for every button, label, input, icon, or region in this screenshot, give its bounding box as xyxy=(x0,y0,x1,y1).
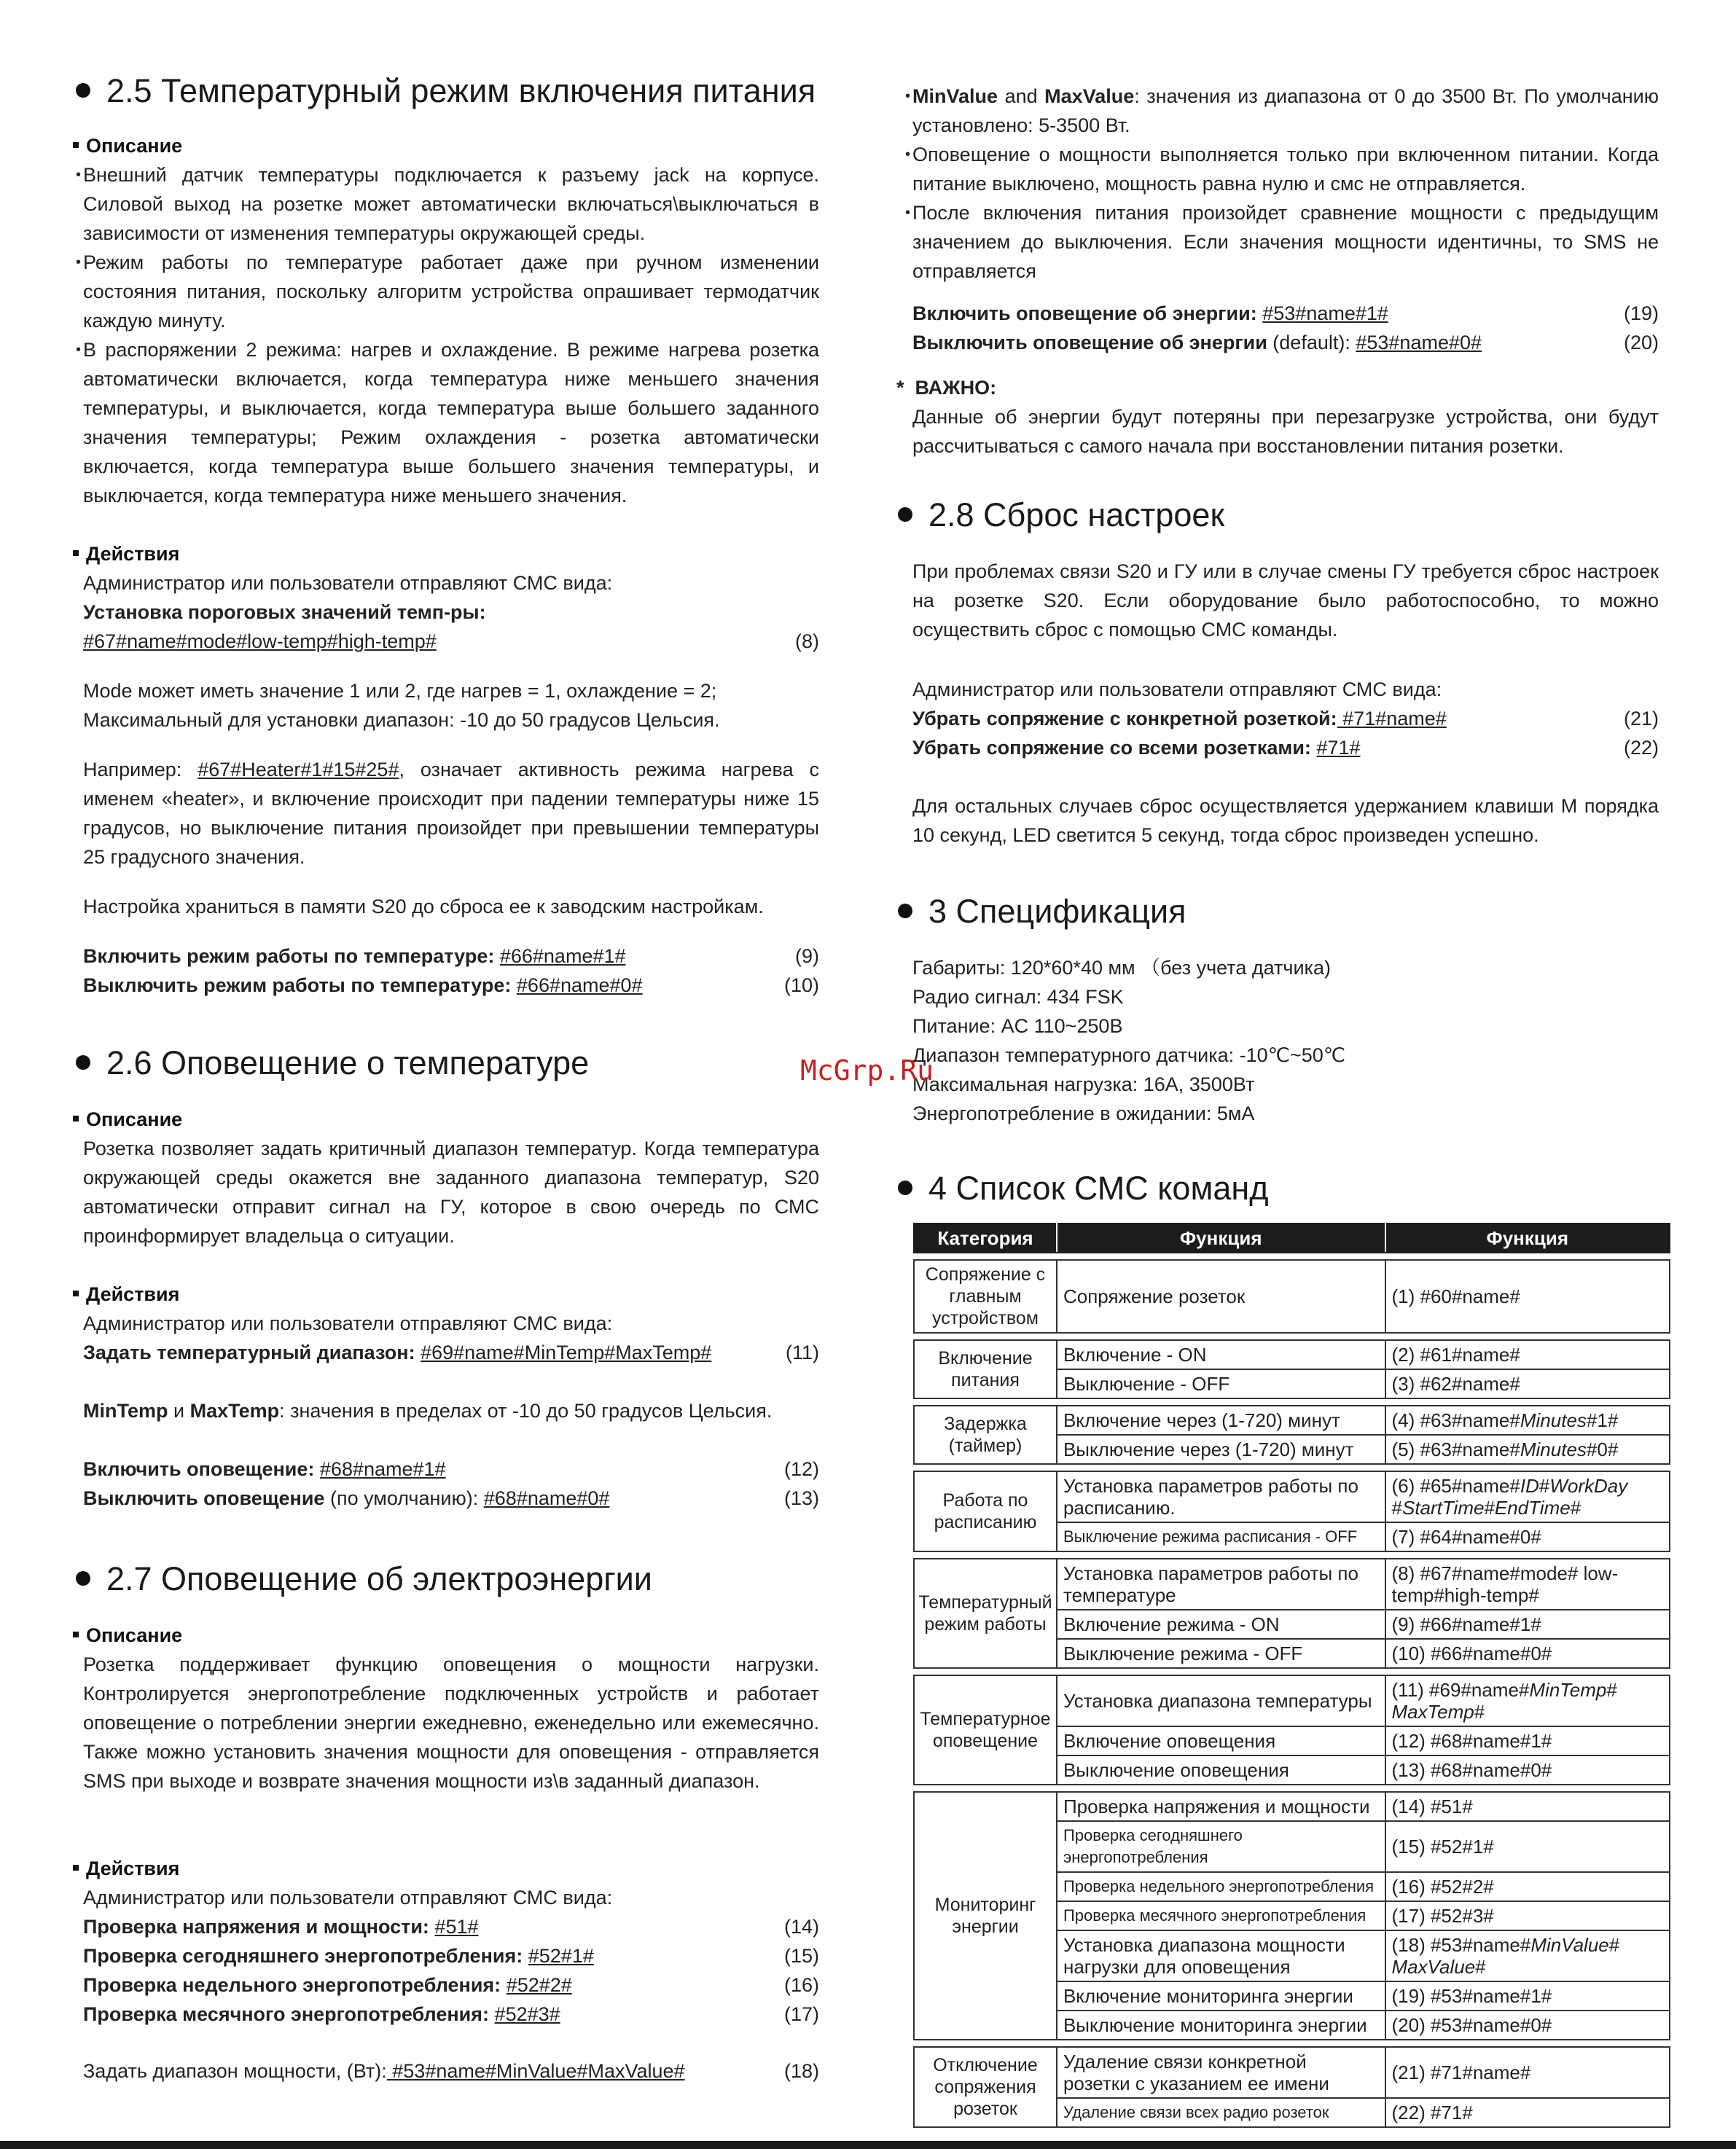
s26-actions-title: Действия xyxy=(73,1281,179,1307)
table-spacer xyxy=(914,1398,1670,1406)
command-cell: (19) #53#name#1# xyxy=(1385,1981,1670,2011)
header-function: Функция xyxy=(1057,1224,1385,1253)
s27-cmd-14: Проверка напряжения и мощности: #51# (14) xyxy=(83,1916,819,1938)
s28-unpair-one: Убрать сопряжение с конкретной розеткой: #71#name# (21) xyxy=(912,708,1659,729)
s25-off-line: Выключить режим работы по температуре: #66#name#0# (10) xyxy=(83,974,819,996)
command-cell: (1) #60#name# xyxy=(1385,1260,1670,1333)
s26-notify-on: Включить оповещение: #68#name#1# (12) xyxy=(83,1458,819,1480)
table-spacer xyxy=(914,1551,1670,1559)
function-cell: Проверка напряжения и мощности xyxy=(1057,1792,1385,1821)
function-cell: Выключение мониторинга энергии xyxy=(1057,2011,1385,2040)
command-cell: (5) #63#name#Minutes#0# xyxy=(1385,1435,1670,1464)
s27-range-line: Задать диапазон мощности, (Вт): #53#name#MinValue#MaxValue# (18) xyxy=(83,2060,819,2082)
function-cell: Установка диапазона температуры xyxy=(1057,1675,1385,1726)
category-cell: Задержка (таймер) xyxy=(914,1406,1057,1464)
function-cell: Установка параметров работы по расписанию. xyxy=(1057,1471,1385,1522)
table-spacer xyxy=(914,1785,1670,1792)
command-cell: (18) #53#name#MinValue# MaxValue# xyxy=(1385,1930,1670,1981)
important-text: Данные об энергии будут потеряны при перезагрузке устройства, они будут рассчитываться с самого начала при восстановлении питания розетки. xyxy=(912,406,1659,457)
s25-storage-note: Настройка храниться в памяти S20 до сброса ее к заводским настройкам. xyxy=(83,896,764,917)
command-cell: (17) #52#3# xyxy=(1385,1901,1670,1930)
table-row xyxy=(914,1260,1670,1333)
s27-right-bullet-3: • После включения питания произойдет сравнение мощности с предыдущим значением до выключения. Если значения мощности идентичны, то SMS не отправляется xyxy=(905,202,1659,282)
s26-actions-intro: Администратор или пользователи отправляют СМС вида: xyxy=(83,1312,613,1334)
table-row xyxy=(914,1471,1670,1522)
command-cell: (10) #66#name#0# xyxy=(1385,1639,1670,1668)
section-3-heading: 3 Спецификация xyxy=(898,892,1186,931)
s25-bullet-2: • Режим работы по температуре работает даже при ручном изменении состояния питания, поскольку алгоритм устройства опрашивает термодатчик каждую минуту. xyxy=(76,251,819,332)
function-cell: Выключение - OFF xyxy=(1057,1369,1385,1398)
function-cell: Выключение режима расписания - OFF xyxy=(1057,1522,1385,1551)
category-cell: Мониторинг энергии xyxy=(914,1792,1057,2040)
spec-line: Диапазон температурного датчика: -10℃~50℃ xyxy=(912,1044,1346,1066)
s26-desc-title: Описание xyxy=(73,1106,182,1132)
function-cell: Включение оповещения xyxy=(1057,1726,1385,1755)
command-cell: (11) #69#name#MinTemp# MaxTemp# xyxy=(1385,1675,1670,1726)
s25-bullet-3: • В распоряжении 2 режима: нагрев и охлаждение. В режиме нагрева розетка автоматически включается, когда температура ниже меньшего значения температуры, и выключается, когда температура выше большего заданного значения температуры; Режим охлаждения - розетка автоматически включается, когда температура выше большего значения температуры, и выключается, когда температура ниже меньшего значения. xyxy=(76,339,819,506)
function-cell: Установка диапазона мощности нагрузки для оповещения xyxy=(1057,1930,1385,1981)
s28-p2: Для остальных случаев сброс осуществляется удержанием клавиши M порядка 10 секунд, LED светится 5 секунд, тогда сброс произведен успешно. xyxy=(912,795,1659,846)
function-cell: Проверка сегодняшнего энергопотребления xyxy=(1057,1821,1385,1872)
function-cell: Установка параметров работы по температуре xyxy=(1057,1559,1385,1610)
table-row xyxy=(914,1675,1670,1726)
table-row xyxy=(914,1406,1670,1435)
s27-energy-on: Включить оповещение об энергии: #53#name#1# (19) xyxy=(912,302,1659,324)
table-row xyxy=(914,1792,1670,1821)
function-cell: Включение мониторинга энергии xyxy=(1057,1981,1385,2011)
spec-line: Питание: AC 110~250В xyxy=(912,1015,1123,1037)
category-cell: Включение питания xyxy=(914,1340,1057,1398)
command-cell: (8) #67#name#mode# low-temp#high-temp# xyxy=(1385,1559,1670,1610)
s26-minmax-note: MinTemp и MaxTemp: значения в пределах от -10 до 50 градусов Цельсия. xyxy=(83,1400,773,1422)
s27-cmd-16: Проверка недельного энергопотребления: #52#2# (16) xyxy=(83,1974,819,1996)
spec-line: Максимальная нагрузка: 16A, 3500Вт xyxy=(912,1073,1255,1095)
command-cell: (9) #66#name#1# xyxy=(1385,1610,1670,1639)
header-category: Категория xyxy=(914,1224,1057,1253)
sms-command-table xyxy=(913,1223,1670,2128)
s25-mode-p2: Максимальный для установки диапазон: -10 до 50 градусов Цельсия. xyxy=(83,709,720,731)
section-2-5-heading: 2.5 Температурный режим включения питания xyxy=(76,71,816,111)
command-cell: (21) #71#name# xyxy=(1385,2047,1670,2098)
function-cell: Включение - ON xyxy=(1057,1340,1385,1369)
function-cell: Включение через (1-720) минут xyxy=(1057,1406,1385,1435)
command-cell: (14) #51# xyxy=(1385,1792,1670,1821)
function-cell: Удаление связи конкретной розетки с указанием ее имени xyxy=(1057,2047,1385,2098)
table-row xyxy=(914,1559,1670,1610)
category-cell: Отключение сопряжения розеток xyxy=(914,2047,1057,2127)
s25-mode-p1: Mode может иметь значение 1 или 2, где нагрев = 1, охлаждение = 2; xyxy=(83,680,717,702)
command-cell: (3) #62#name# xyxy=(1385,1369,1670,1398)
s27-desc: Розетка поддерживает функцию оповещения о мощности нагрузки. Контролируется энергопотребление подключенных устройств и работает оповещение о потреблении энергии ежедневно, еженедельно или ежемесячно. Также можно установить значения мощности для оповещения - отправляется SMS при выходе и возврате значения мощности из\в заданный диапазон. xyxy=(83,1653,819,1792)
s26-desc: Розетка позволяет задать критичный диапазон температур. Когда температура окружающей среды окажется вне заданного диапазона температур, S20 автоматически отправит сигнал на ГУ, которое в свою очередь по СМС проинформирует владельца о ситуации. xyxy=(83,1138,819,1247)
category-cell: Температурный режим работы xyxy=(914,1559,1057,1668)
watermark: McGrp.Ru xyxy=(800,1054,934,1087)
s25-on-line: Включить режим работы по температуре: #66#name#1# (9) xyxy=(83,945,819,967)
command-cell: (22) #71# xyxy=(1385,2098,1670,2127)
function-cell: Удаление связи всех радио розеток xyxy=(1057,2098,1385,2127)
s27-actions-intro: Администратор или пользователи отправляют СМС вида: xyxy=(83,1887,613,1909)
table-spacer xyxy=(914,1668,1670,1675)
s27-actions-title: Действия xyxy=(73,1855,179,1882)
section-2-6-heading: 2.6 Оповещение о температуре xyxy=(76,1044,589,1083)
table-spacer xyxy=(914,1253,1670,1260)
s28-unpair-all: Убрать сопряжение со всеми розетками: #71# (22) xyxy=(912,737,1659,759)
table-spacer xyxy=(914,1464,1670,1471)
table-spacer xyxy=(914,1333,1670,1340)
s28-intro: Администратор или пользователи отправляют СМС вида: xyxy=(912,678,1442,700)
section-2-8-heading: 2.8 Сброс настроек xyxy=(898,496,1224,535)
s26-notify-off: Выключить оповещение (по умолчанию): #68#name#0# (13) xyxy=(83,1487,819,1509)
function-cell: Проверка недельного энергопотребления xyxy=(1057,1872,1385,1901)
s26-range-line: Задать температурный диапазон: #69#name#MinTemp#MaxTemp# (11) xyxy=(83,1342,819,1363)
bullet-dot xyxy=(76,83,90,98)
s27-right-bullet-2: • Оповещение о мощности выполняется только при включенном питании. Когда питание выключено, мощность равна нулю и смс не отправляется. xyxy=(905,144,1659,195)
function-cell: Выключение оповещения xyxy=(1057,1755,1385,1785)
function-cell: Проверка месячного энергопотребления xyxy=(1057,1901,1385,1930)
table-header-row xyxy=(914,1224,1670,1253)
command-cell: (20) #53#name#0# xyxy=(1385,2011,1670,2040)
spec-line: Радио сигнал: 434 FSK xyxy=(912,986,1124,1008)
command-cell: (7) #64#name#0# xyxy=(1385,1522,1670,1551)
function-cell: Включение режима - ON xyxy=(1057,1610,1385,1639)
s25-threshold-cmd: #67#name#mode#low-temp#high-temp# (8) xyxy=(83,630,819,652)
page-footer-bar xyxy=(0,2141,1736,2149)
category-cell: Температурное оповещение xyxy=(914,1675,1057,1785)
header-command: Функция xyxy=(1385,1224,1670,1253)
s25-threshold-label: Установка пороговых значений темп-ры: xyxy=(83,601,486,623)
function-cell: Сопряжение розеток xyxy=(1057,1260,1385,1333)
command-cell: (2) #61#name# xyxy=(1385,1340,1670,1369)
s27-desc-title: Описание xyxy=(73,1622,182,1648)
spec-line: Энергопотребление в ожидании: 5мА xyxy=(912,1103,1255,1124)
s27-right-bullet-1: • MinValue and MaxValue: значения из диапазона от 0 до 3500 Вт. По умолчанию установлено: 5-3500 Вт. xyxy=(905,85,1659,136)
section-2-7-heading: 2.7 Оповещение об электроэнергии xyxy=(76,1559,652,1599)
table-row xyxy=(914,1340,1670,1369)
command-cell: (13) #68#name#0# xyxy=(1385,1755,1670,1785)
s27-energy-off: Выключить оповещение об энергии (default): #53#name#0# (20) xyxy=(912,332,1659,353)
s25-example: Например: #67#Heater#1#15#25#, означает активность режима нагрева с именем «heater», и включение происходит при падении температуры ниже 15 градусов, но выключение питания произойдет при превышении температуры 25 градусного значения. xyxy=(83,759,819,868)
table-row xyxy=(914,2047,1670,2098)
command-cell: (15) #52#1# xyxy=(1385,1821,1670,1872)
function-cell: Выключение через (1-720) минут xyxy=(1057,1435,1385,1464)
command-cell: (4) #63#name#Minutes#1# xyxy=(1385,1406,1670,1435)
s28-p1: При проблемах связи S20 и ГУ или в случае смены ГУ требуется сброс настроек на розетке S20. Если оборудование было работоспособно, то можно осуществить сброс с помощью СМС команды. xyxy=(912,560,1659,641)
s25-bullet-1: • Внешний датчик температуры подключается к разъему jack на корпусе. Силовой выход на розетке может автоматически включаться\выключаться в зависимости от изменения температуры окружающей среды. xyxy=(76,164,819,244)
command-cell: (12) #68#name#1# xyxy=(1385,1726,1670,1755)
category-cell: Сопряжение с главным устройством xyxy=(914,1260,1057,1333)
section-4-heading: 4 Список СМС команд xyxy=(898,1169,1269,1208)
command-cell: (6) #65#name#ID#WorkDay #StartTime#EndTime# xyxy=(1385,1471,1670,1522)
s27-cmd-15: Проверка сегодняшнего энергопотребления: #52#1# (15) xyxy=(83,1945,819,1967)
important-title: * ВАЖНО: xyxy=(896,377,997,399)
command-cell: (16) #52#2# xyxy=(1385,1872,1670,1901)
spec-line: Габариты: 120*60*40 мм （без учета датчика) xyxy=(912,957,1331,979)
s25-desc-title: Описание xyxy=(73,133,182,159)
category-cell: Работа по расписанию xyxy=(914,1471,1057,1551)
s25-actions-intro: Администратор или пользователи отправляют СМС вида: xyxy=(83,572,613,594)
s25-actions-title: Действия xyxy=(73,541,179,567)
table-spacer xyxy=(914,2040,1670,2047)
function-cell: Выключение режима - OFF xyxy=(1057,1639,1385,1668)
s27-cmd-17: Проверка месячного энергопотребления: #52#3# (17) xyxy=(83,2003,819,2025)
